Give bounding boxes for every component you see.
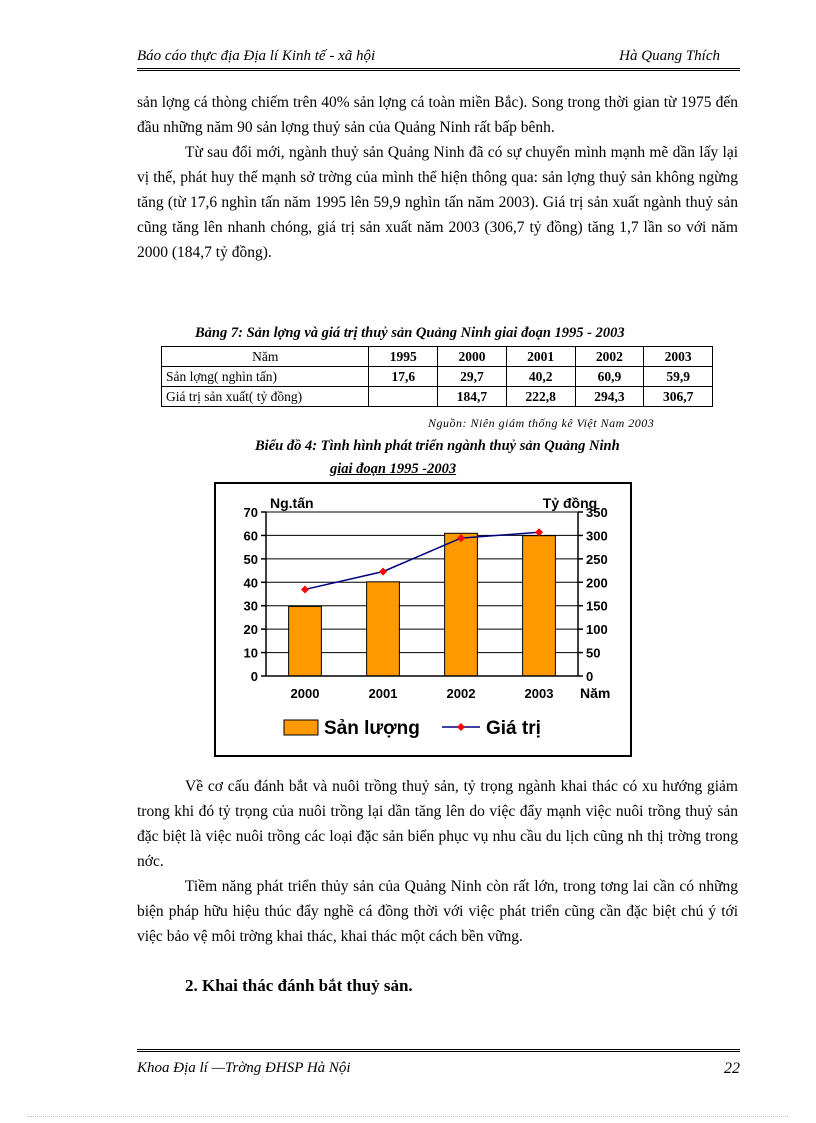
page-bottom-divider xyxy=(28,1116,788,1117)
paragraph-2: Từ sau đổi mới, ngành thuỷ sản Quảng Ninh đã có sự chuyển mình mạnh mẽ dần lấy lại vị thế, phát huy thế mạnh sở trờng của mình thể hiện thông qua: sản lợng thuỷ sản không ngừng tăng (từ 17,6 nghìn tấn năm 1995 lên 59,9 nghìn tấn năm 2003). Giá trị sản xuất ngành thuỷ sản cũng tăng lên nhanh chóng, giá trị sản xuất năm 2003 (306,7 tỷ đồng) tăng 1,7 lần so với năm 2000 (184,7 tỷ đồng). xyxy=(137,144,738,261)
table-cell: 17,6 xyxy=(369,367,438,387)
table-cell: Năm xyxy=(162,347,369,367)
value-marker xyxy=(379,568,387,576)
x-tick-label: 2000 xyxy=(290,686,320,701)
left-tick-label: 70 xyxy=(243,505,258,520)
combo-chart xyxy=(216,484,630,755)
chart-frame xyxy=(214,482,632,757)
table-cell: 222,8 xyxy=(506,387,575,407)
right-tick-label: 350 xyxy=(586,505,608,520)
table-cell: 2002 xyxy=(575,347,644,367)
right-tick-label: 0 xyxy=(586,669,594,684)
chart-caption-line-2: giai đoạn 1995 -2003 xyxy=(330,461,457,477)
right-tick-label: 200 xyxy=(586,575,608,591)
body-text-2 xyxy=(137,774,738,949)
right-tick-label: 300 xyxy=(586,528,608,544)
paragraph-3: Về cơ cấu đánh bắt và nuôi trồng thuỷ sản, tỷ trọng ngành khai thác có xu hướng giảm trong khi đó tỷ trọng của nuôi trồng lại dần tăng lên do việc đẩy mạnh việc nuôi trồng thuỷ sản đặc biệt là việc nuôi trồng các loại đặc sản biển phục vụ nhu cầu du lịch cũng nh thị trờng trong nớc. xyxy=(137,778,738,870)
header-title: Báo cáo thực địa Địa lí Kinh tế - xã hội xyxy=(137,48,376,64)
table-cell xyxy=(369,387,438,407)
section-heading: 2. Khai thác đánh bắt thuỷ sản. xyxy=(185,976,413,995)
table-row xyxy=(162,387,713,407)
value-marker xyxy=(301,585,309,593)
page-number: 22 xyxy=(724,1060,740,1077)
bar xyxy=(445,533,478,676)
page-header xyxy=(137,44,740,71)
intro-text xyxy=(137,90,738,265)
table-cell: 294,3 xyxy=(575,387,644,407)
table-cell: 59,9 xyxy=(644,367,713,387)
table-cell: 60,9 xyxy=(575,367,644,387)
table-header-row xyxy=(162,347,713,367)
footer-institution: Khoa Địa lí —Trờng ĐHSP Hà Nội xyxy=(137,1060,351,1076)
table-cell: 2003 xyxy=(644,347,713,367)
paragraph-1: sản lợng cá thòng chiếm trên 40% sản lợng cá toàn miền Bắc). Song trong thời gian từ 1975 đến đầu những năm 90 sản lợng thuỷ sản của Quảng Ninh rất bấp bênh. xyxy=(137,94,738,136)
bar xyxy=(289,606,322,676)
x-tick-label: 2002 xyxy=(446,686,476,701)
value-line xyxy=(305,532,539,589)
table-source: Nguồn: Niên giám thống kê Việt Nam 2003 xyxy=(428,416,655,430)
table-cell: 2000 xyxy=(438,347,507,367)
paragraph-4: Tiềm năng phát triển thủy sản của Quảng Ninh còn rất lớn, trong tơng lai cần có những biện pháp hữu hiệu thúc đẩy nghề cá đồng thời với việc phát triển cũng cần đặc biệt chú ý tới việc bảo vệ môi trờng khai thác, khai thác một cách bền vững. xyxy=(137,878,738,945)
table-row xyxy=(162,367,713,387)
table-cell: 184,7 xyxy=(438,387,507,407)
table-cell: Sản lợng( nghìn tấn) xyxy=(162,367,369,387)
left-axis-title: Ng.tấn xyxy=(270,495,314,511)
x-tick-label: 2001 xyxy=(368,686,398,701)
bar xyxy=(367,582,400,676)
table-cell: 29,7 xyxy=(438,367,507,387)
bar xyxy=(523,536,556,676)
left-tick-label: 40 xyxy=(243,575,258,591)
legend-marker-swatch xyxy=(457,723,465,731)
table-cell: 1995 xyxy=(369,347,438,367)
data-table xyxy=(161,346,713,407)
right-axis-title: Tỷ đồng xyxy=(542,495,598,511)
x-tick-label: 2003 xyxy=(524,686,554,701)
header-author: Hà Quang Thích xyxy=(619,48,720,64)
table-cell: 306,7 xyxy=(644,387,713,407)
table-cell: 2001 xyxy=(506,347,575,367)
left-tick-label: 0 xyxy=(250,669,258,684)
left-tick-label: 10 xyxy=(243,645,258,661)
table-caption: Bảng 7: Sản lợng và giá trị thuỷ sản Quảng Ninh giai đoạn 1995 - 2003 xyxy=(195,325,625,341)
page-footer xyxy=(137,1049,740,1082)
left-tick-label: 50 xyxy=(243,551,258,567)
table-cell: 40,2 xyxy=(506,367,575,387)
right-tick-label: 250 xyxy=(586,551,608,567)
left-tick-label: 60 xyxy=(243,528,258,544)
legend-bar-swatch xyxy=(284,720,318,735)
chart-caption-line-1: Biểu đồ 4: Tình hình phát triển ngành thuỷ sản Quảng Ninh xyxy=(255,438,620,454)
left-tick-label: 30 xyxy=(243,598,258,614)
right-tick-label: 100 xyxy=(586,622,608,638)
legend-label: Giá trị xyxy=(486,718,541,739)
table-cell: Giá trị sản xuất( tỷ đồng) xyxy=(162,387,369,407)
legend-label: Sản lượng xyxy=(324,718,420,739)
right-tick-label: 50 xyxy=(586,645,601,661)
left-tick-label: 20 xyxy=(243,622,258,638)
x-axis-title: Năm xyxy=(580,685,611,701)
right-tick-label: 150 xyxy=(586,598,608,614)
